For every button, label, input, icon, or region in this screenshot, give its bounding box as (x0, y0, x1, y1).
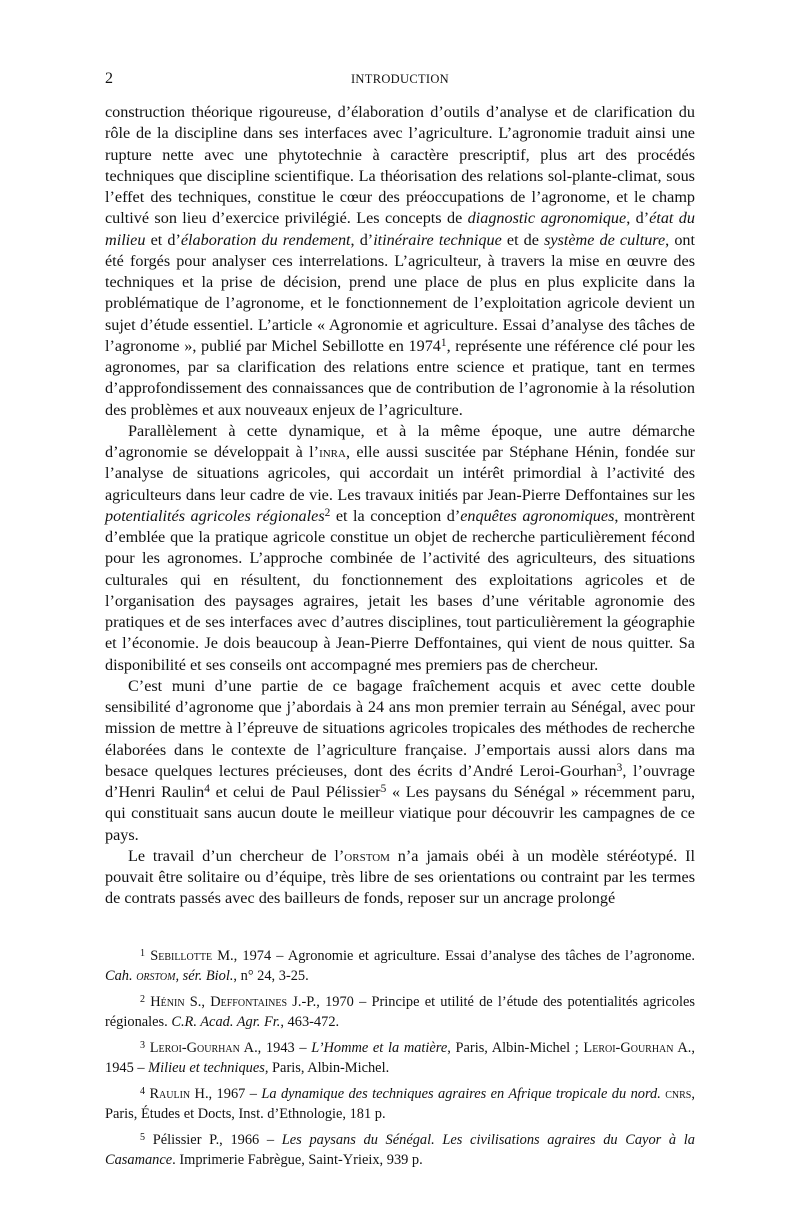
text-run: , elle aussi suscitée par Stéphane Hénin, fondée sur l’analyse de situations agricoles, qui accordait un intérêt primordial à l’activité des agriculteurs dans leur cadre de vie. Les travaux initiés par Jean-Pierre Deffontaines sur les (105, 443, 696, 504)
footnote (105, 1038, 695, 1078)
text-run: A., 1945 – (105, 1039, 695, 1076)
text-run: construction théorique rigoureuse, d’élaboration d’outils d’analyse et de clarification du rôle de la discipline dans ses interfaces avec l’agriculture. L’agronomie traduit ainsi une rupture nette avec une phytotechnie à caractère prescriptif, plus art des procédés techniques que discipline scientifique. La théorisation des relations sol-plante-climat, sous l’effet des techniques, constitue le cœur des préoccupations de l’agronome, et le champ cultivé son lieu d’exercice privilégié. Les concepts de (105, 103, 695, 228)
footnote (105, 1084, 695, 1124)
note-reference: 1 (140, 947, 146, 959)
styled-text-run: diagnostic agronomique (467, 209, 627, 228)
text-run: , Paris, Albin-Michel ; (447, 1039, 584, 1056)
styled-text-run: Sebillotte (150, 947, 213, 964)
paragraph (105, 421, 695, 676)
styled-text-run: itinéraire technique (373, 230, 502, 249)
paragraph (105, 846, 695, 910)
text-run: , 463-472. (280, 1013, 340, 1030)
footnote (105, 946, 695, 986)
text-run: C’est muni d’une partie de ce bagage fraîchement acquis et avec cette double sensibilité d’agronome que j’abordais à 24 ans mon premier terrain au Sénégal, avec pour mission de mettre à l’épreuve de situations agricoles tropicales des méthodes de recherche élaborées dans le contexte de l’agriculture française. J’emportais aussi alors dans ma besace quelques lectures précieuses, dont des écrits d’André Leroi-Gourhan (105, 676, 695, 780)
text-run: J.-P., 1970 – Principe et utilité de l’étude des potentialités agricoles régionales. (105, 993, 695, 1030)
note-reference: 2 (140, 993, 146, 1005)
note-reference: 5 (140, 1131, 146, 1143)
note-reference: 4 (140, 1085, 146, 1097)
note-reference: 3 (616, 761, 623, 774)
text-run: . Imprimerie Fabrègue, Saint-Yrieix, 939 p. (172, 1151, 423, 1168)
text-run: , Paris, Albin-Michel. (264, 1059, 390, 1076)
styled-text-run: Cah. (105, 967, 137, 984)
paragraph (105, 676, 695, 846)
text-run: et d’ (145, 230, 181, 249)
text-run: « Les paysans du Sénégal » récemment paru, qui constituait sans aucun doute le meilleur viatique pour découvrir les campagnes de ce pays. (105, 783, 695, 844)
styled-text-run: Leroi-Gourhan (583, 1039, 674, 1056)
text-run: et celui de Paul Pélissier (209, 783, 381, 801)
styled-text-run: Les paysans du Sénégal. Les civilisations agraires du Cayor à la Casamance (105, 1131, 695, 1168)
note-reference: 2 (324, 506, 331, 519)
running-title: INTRODUCTION (350, 72, 450, 86)
styled-text-run: cnrs (665, 1085, 692, 1102)
footnote (105, 992, 695, 1032)
text-run: S., (184, 993, 211, 1010)
styled-text-run: orstom (344, 846, 390, 865)
text-run: , Paris, Études et Docts, Inst. d’Ethnologie, 181 p. (105, 1085, 695, 1122)
text-run: , montrèrent d’emblée que la pratique agricole constitue un objet de recherche particulièrement fécond pour les agronomes. L’approche combinée de l’activité des agriculteurs, des situations culturales qui en résultent, du fonctionnement des exploitations agricoles et de l’organisation des paysages agraires, jetait les bases d’une véritable agronomie des pratiques et de ses interfaces avec d’autres disciplines, tout particulièrement la géographie et l’économie. Je dois beaucoup à Jean-Pierre Deffontaines, qui vient de nous quitter. Sa disponibilité et ses conseils ont accompagné mes premiers pas de chercheur. (105, 506, 695, 674)
text-run: Le travail d’un chercheur de l’ (128, 846, 345, 865)
running-header (105, 70, 695, 90)
styled-text-run: Deffontaines (210, 993, 288, 1010)
footnotes (105, 946, 695, 1170)
styled-text-run: élaboration du rendement (180, 230, 351, 249)
text-run: A., 1943 – (239, 1039, 312, 1056)
text-run: et la conception d’ (330, 506, 461, 525)
text-run: M., 1974 – Agronomie et agriculture. Essai d’analyse des tâches de l’agronome. (212, 947, 695, 964)
text-run: , d’ (626, 209, 650, 228)
styled-text-run: , sér. Biol. (175, 967, 234, 984)
note-reference: 3 (140, 1039, 146, 1051)
styled-text-run: Raulin (149, 1085, 191, 1102)
styled-text-run: état du milieu (105, 209, 695, 249)
text-run: et de (501, 230, 545, 249)
styled-text-run: orstom (136, 967, 176, 984)
styled-text-run: Milieu et techniques (148, 1059, 265, 1076)
styled-text-run: enquêtes agronomiques (460, 506, 615, 525)
styled-text-run: système de culture (544, 230, 666, 249)
text-run: Parallèlement à cette dynamique, et à la même époque, une autre démarche d’agronomie se développait à l’ (105, 421, 695, 461)
note-reference: 4 (204, 782, 210, 795)
text-run: n’a jamais obéi à un modèle stéréotypé. Il pouvait être solitaire ou d’équipe, très libre de ses orientations ou contraint par les termes de contrats passés avec des bailleurs de fonds, reposer sur un ancrage prolongé (105, 846, 695, 908)
text-run: H., 1967 – (190, 1085, 262, 1102)
styled-text-run: La dynamique des techniques agraires en Afrique tropicale du nord. (261, 1085, 661, 1102)
page-number: 2 (105, 70, 113, 87)
styled-text-run: Leroi-Gourhan (149, 1039, 240, 1056)
styled-text-run: Hénin (150, 993, 185, 1010)
text-run: , n° 24, 3-25. (233, 967, 309, 984)
styled-text-run: L’Homme et la matière (311, 1039, 448, 1056)
text-run: , représente une référence clé pour les agronomes, par sa clarification des relations entre science et pratique, tant en termes d’approfondissement des connaissances que de contribution de l’agronomie à la résolution des problèmes et aux nouveaux enjeux de l’agriculture. (105, 336, 696, 419)
text-run: , ont été forgés pour analyser ces interrelations. L’agriculteur, à travers la mise en œuvre des techniques et la prise de décision, prend une place de plus en plus explicite dans la problématique de l’agronome, et le fonctionnement de l’exploitation agricole devient un sujet d’étude essentiel. L’article « Agronomie et agriculture. Essai d’analyse des tâches de l’agronome », publié par Michel Sebillotte en 1974 (105, 230, 696, 355)
footnote (105, 1130, 695, 1170)
paragraph (105, 102, 695, 421)
note-reference: 5 (380, 782, 387, 795)
styled-text-run: inra (319, 443, 346, 461)
note-reference: 1 (440, 336, 447, 349)
text-run: , l’ouvrage d’Henri Raulin (105, 761, 695, 801)
text-run: , d’ (350, 230, 374, 249)
text-run: Pélissier P., 1966 – (145, 1131, 282, 1148)
styled-text-run: C.R. Acad. Agr. Fr. (171, 1013, 281, 1030)
body-text (105, 102, 695, 910)
styled-text-run: potentialités agricoles régionales (105, 506, 325, 525)
